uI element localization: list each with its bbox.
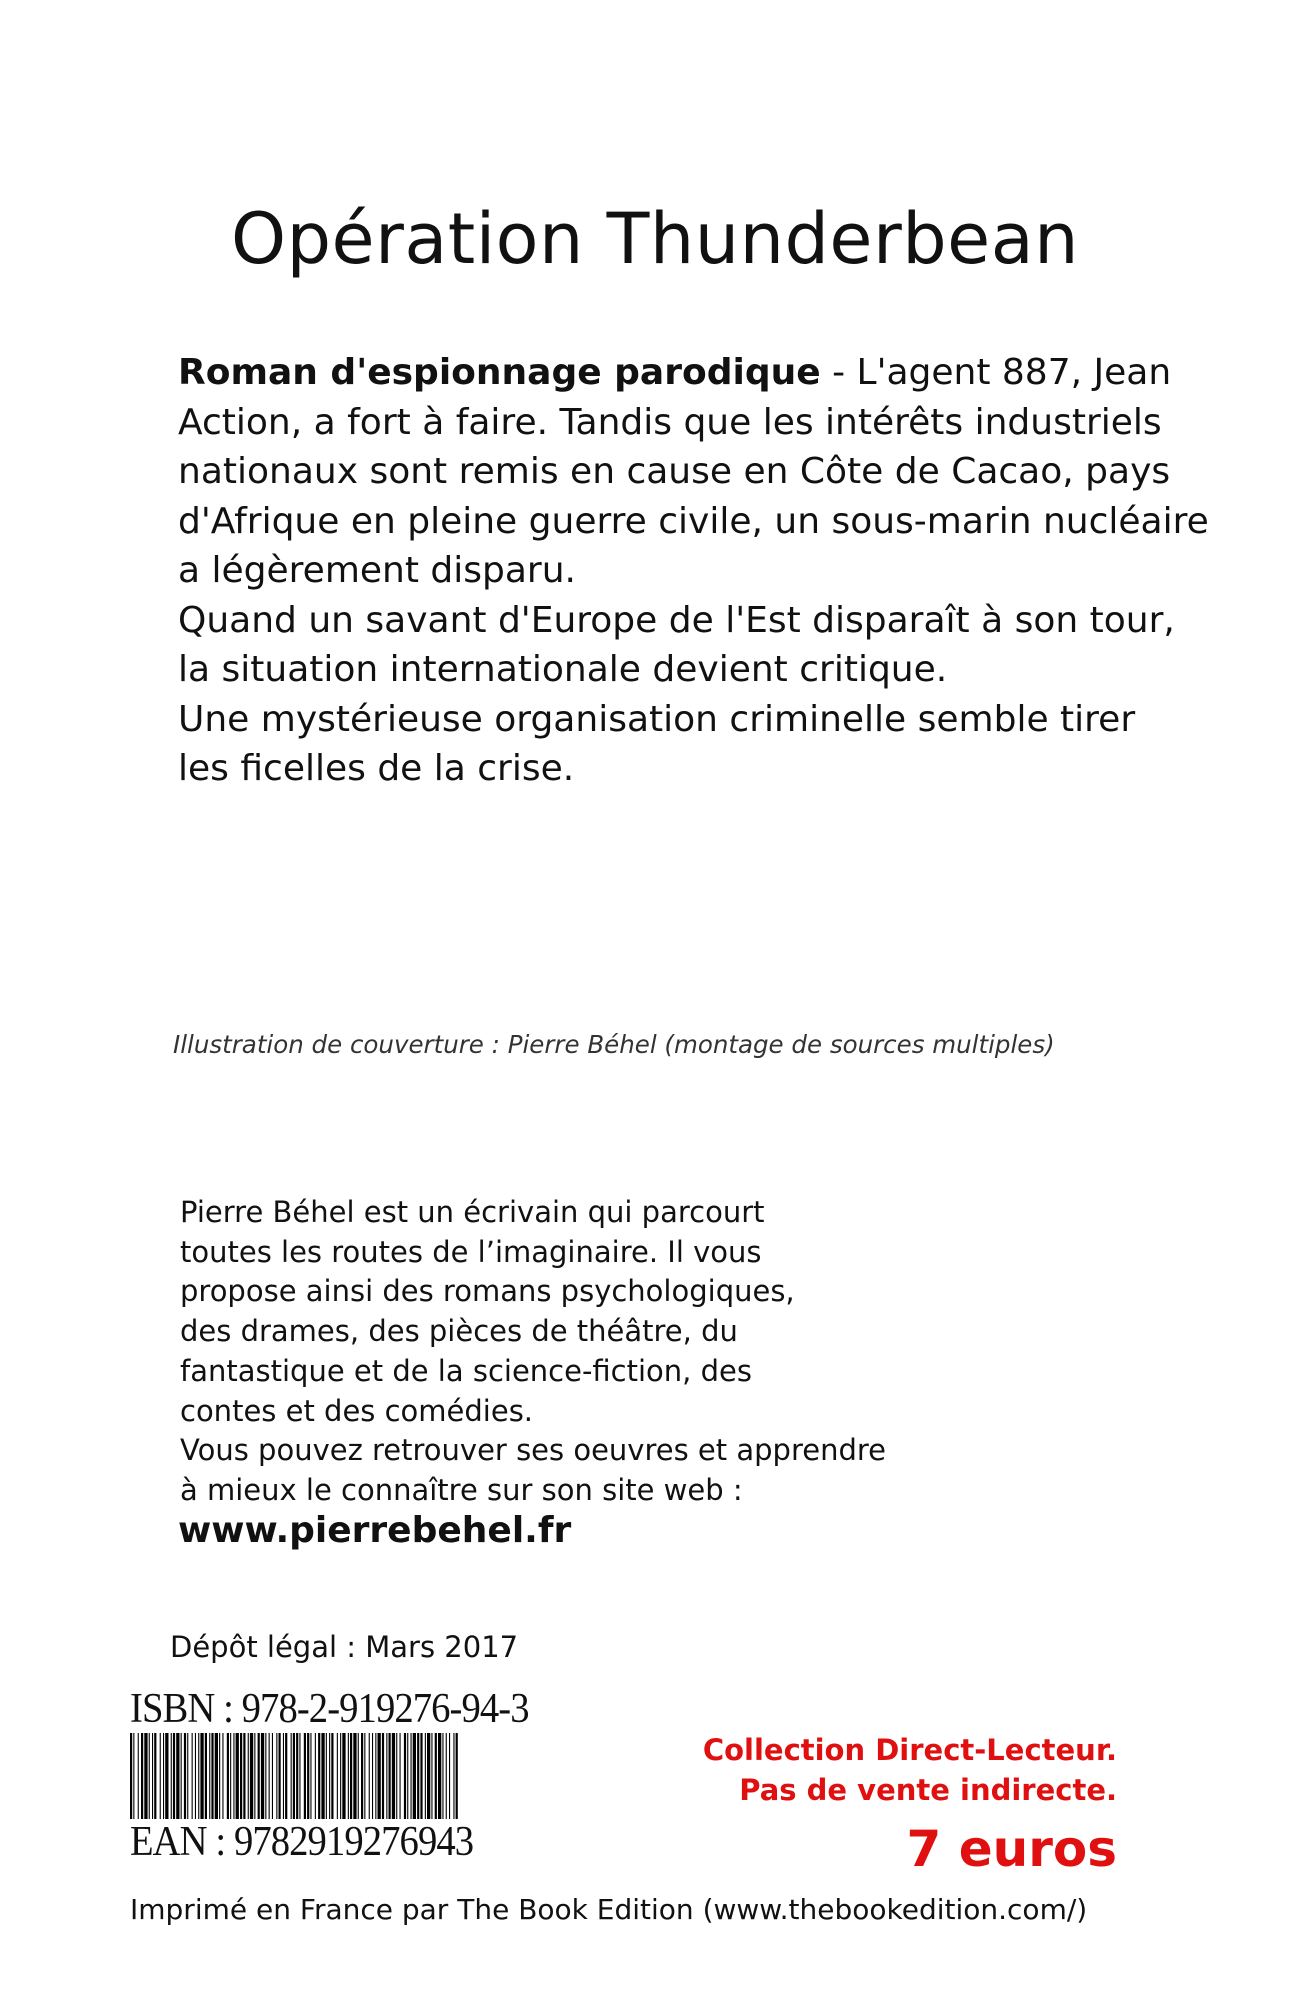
barcode-bar bbox=[163, 1733, 164, 1819]
barcode-bar bbox=[438, 1733, 441, 1819]
barcode-bar bbox=[389, 1733, 391, 1819]
barcode-bar bbox=[243, 1733, 245, 1819]
barcode-bar bbox=[211, 1733, 213, 1819]
barcode-bar bbox=[171, 1733, 172, 1819]
barcode-bar bbox=[236, 1733, 239, 1819]
barcode-bar bbox=[209, 1733, 210, 1819]
barcode-bar bbox=[364, 1733, 365, 1819]
barcode-bar bbox=[407, 1733, 408, 1819]
barcode-bar bbox=[321, 1733, 324, 1819]
barcode-bar bbox=[152, 1733, 153, 1819]
barcode-bar bbox=[396, 1733, 397, 1819]
summary-paragraph bbox=[178, 348, 1228, 794]
barcode-bar bbox=[291, 1733, 292, 1819]
barcode-image bbox=[130, 1733, 460, 1819]
barcode-bar bbox=[392, 1733, 395, 1819]
summary-line-9: les ficelles de la crise. bbox=[178, 748, 575, 789]
barcode-bar bbox=[269, 1733, 270, 1819]
barcode-bar bbox=[326, 1733, 327, 1819]
barcode-bar bbox=[230, 1733, 231, 1819]
summary-lead: Roman d'espionnage parodique bbox=[178, 352, 821, 393]
summary-line-6: Quand un savant d'Europe de l'Est disparaît à son tour, bbox=[178, 599, 1175, 641]
barcode-bar bbox=[427, 1733, 430, 1819]
barcode-bar bbox=[173, 1733, 175, 1819]
legal-deposit: Dépôt légal : Mars 2017 bbox=[170, 1630, 519, 1664]
cover-illustration-credit: Illustration de couverture : Pierre Béhel (montage de sources multiples) bbox=[173, 1030, 1055, 1059]
barcode-bar bbox=[435, 1733, 437, 1819]
bio-line-3: propose ainsi des romans psychologiques, bbox=[180, 1274, 795, 1309]
barcode-bar bbox=[315, 1733, 316, 1819]
barcode-bar bbox=[258, 1733, 260, 1819]
barcode-bar bbox=[413, 1733, 416, 1819]
summary-line-4: d'Afrique en pleine guerre civile, un sous-marin nucléaire bbox=[178, 500, 1209, 542]
bio-line-8: à mieux le connaître sur son site web : bbox=[180, 1472, 743, 1507]
barcode-bar bbox=[446, 1733, 447, 1819]
barcode-bar bbox=[361, 1733, 363, 1819]
barcode-bar bbox=[192, 1733, 193, 1819]
barcode-bar bbox=[337, 1733, 338, 1819]
author-website-link[interactable]: www.pierrebehel.fr bbox=[178, 1510, 572, 1551]
barcode-bar bbox=[176, 1733, 179, 1819]
summary-line-1-rest: - L'agent 887, Jean bbox=[820, 352, 1172, 393]
barcode-bar bbox=[283, 1733, 284, 1819]
barcode-bar bbox=[187, 1733, 188, 1819]
printer-notice: Imprimé en France par The Book Edition (www.thebookedition.com/) bbox=[130, 1893, 1088, 1926]
ean-number: EAN : 9782919276943 bbox=[130, 1819, 474, 1865]
barcode-bar bbox=[386, 1733, 387, 1819]
summary-line-3: nationaux sont remis en cause en Côte de Cacao, pays bbox=[178, 451, 1171, 492]
barcode-bar bbox=[372, 1733, 373, 1819]
barcode-bar bbox=[431, 1733, 432, 1819]
bio-line-4: des drames, des pièces de théâtre, du bbox=[180, 1314, 738, 1349]
barcode-bar bbox=[285, 1733, 287, 1819]
barcode-bar bbox=[304, 1733, 306, 1819]
barcode-bar bbox=[420, 1733, 422, 1819]
barcode-bar bbox=[442, 1733, 443, 1819]
barcode-bar bbox=[250, 1733, 253, 1819]
bio-line-2: toutes les routes de l’imaginaire. Il vous bbox=[180, 1234, 762, 1269]
barcode-bar bbox=[272, 1733, 273, 1819]
collection-line-1: Collection Direct-Lecteur. bbox=[702, 1733, 1117, 1767]
barcode-bar bbox=[138, 1733, 139, 1819]
barcode-bar bbox=[353, 1733, 356, 1819]
barcode-bar bbox=[227, 1733, 229, 1819]
barcode-bar bbox=[375, 1733, 376, 1819]
barcode-bar bbox=[215, 1733, 218, 1819]
bio-line-6: contes et des comédies. bbox=[180, 1393, 534, 1428]
barcode-bar bbox=[296, 1733, 298, 1819]
barcode-bar bbox=[261, 1733, 264, 1819]
summary-line-5: a légèrement disparu. bbox=[178, 550, 576, 591]
barcode-bar bbox=[293, 1733, 295, 1819]
barcode-bar bbox=[279, 1733, 281, 1819]
barcode-bar bbox=[299, 1733, 300, 1819]
summary-line-7: la situation internationale devient critique. bbox=[178, 649, 948, 690]
barcode-bar bbox=[265, 1733, 266, 1819]
summary-line-2: Action, a fort à faire. Tandis que les intérêts industriels bbox=[178, 401, 1162, 443]
barcode-bar bbox=[141, 1733, 143, 1819]
barcode-bar bbox=[449, 1733, 450, 1819]
barcode-bar bbox=[453, 1733, 454, 1819]
barcode-bar bbox=[254, 1733, 255, 1819]
barcode-bar bbox=[400, 1733, 401, 1819]
summary-line-8: Une mystérieuse organisation criminelle semble tirer bbox=[178, 698, 1136, 740]
barcode-bar bbox=[307, 1733, 309, 1819]
barcode-bar bbox=[382, 1733, 384, 1819]
barcode-bar bbox=[340, 1733, 341, 1819]
barcode-bar bbox=[310, 1733, 311, 1819]
barcode-bar bbox=[165, 1733, 168, 1819]
barcode-bar bbox=[160, 1733, 161, 1819]
barcode-bar bbox=[205, 1733, 207, 1819]
barcode-bar bbox=[276, 1733, 277, 1819]
barcode-bar bbox=[133, 1733, 134, 1819]
bio-line-5: fantastique et de la science-fiction, des bbox=[180, 1353, 752, 1388]
barcode-bar bbox=[154, 1733, 156, 1819]
collection-line-2: Pas de vente indirecte. bbox=[739, 1773, 1117, 1807]
barcode-bar bbox=[369, 1733, 370, 1819]
barcode-bar bbox=[149, 1733, 150, 1819]
price-label: 7 euros bbox=[906, 1820, 1117, 1878]
barcode-bar bbox=[378, 1733, 381, 1819]
barcode-bar bbox=[411, 1733, 412, 1819]
barcode-bar bbox=[144, 1733, 147, 1819]
barcode-bar bbox=[181, 1733, 182, 1819]
barcode-bar bbox=[404, 1733, 406, 1819]
barcode-bar bbox=[222, 1733, 223, 1819]
barcode-bar bbox=[198, 1733, 199, 1819]
barcode-bar bbox=[417, 1733, 419, 1819]
summary-line-1 bbox=[178, 348, 1228, 398]
barcode-bar bbox=[233, 1733, 234, 1819]
barcode-bar bbox=[329, 1733, 330, 1819]
barcode-bar bbox=[318, 1733, 320, 1819]
isbn-number: ISBN : 978-2-919276-94-3 bbox=[130, 1686, 529, 1732]
barcode-bar bbox=[342, 1733, 345, 1819]
bio-line-7: Vous pouvez retrouver ses oeuvres et apprendre bbox=[180, 1433, 886, 1468]
barcode-bar bbox=[331, 1733, 333, 1819]
barcode-bar bbox=[184, 1733, 186, 1819]
barcode-bar bbox=[195, 1733, 196, 1819]
barcode-bar bbox=[240, 1733, 242, 1819]
barcode-bar bbox=[248, 1733, 249, 1819]
book-title: Opération Thunderbean bbox=[230, 198, 1079, 280]
barcode-bar bbox=[358, 1733, 359, 1819]
barcode-bar bbox=[425, 1733, 426, 1819]
barcode-bar bbox=[130, 1733, 132, 1819]
bio-line-1: Pierre Béhel est un écrivain qui parcourt bbox=[180, 1195, 765, 1229]
barcode-bar bbox=[350, 1733, 352, 1819]
collection-notice bbox=[703, 1730, 1117, 1810]
author-bio bbox=[180, 1193, 886, 1511]
barcode-bar bbox=[219, 1733, 220, 1819]
barcode-bar bbox=[348, 1733, 349, 1819]
barcode-bar bbox=[456, 1733, 458, 1819]
barcode-bar bbox=[200, 1733, 203, 1819]
